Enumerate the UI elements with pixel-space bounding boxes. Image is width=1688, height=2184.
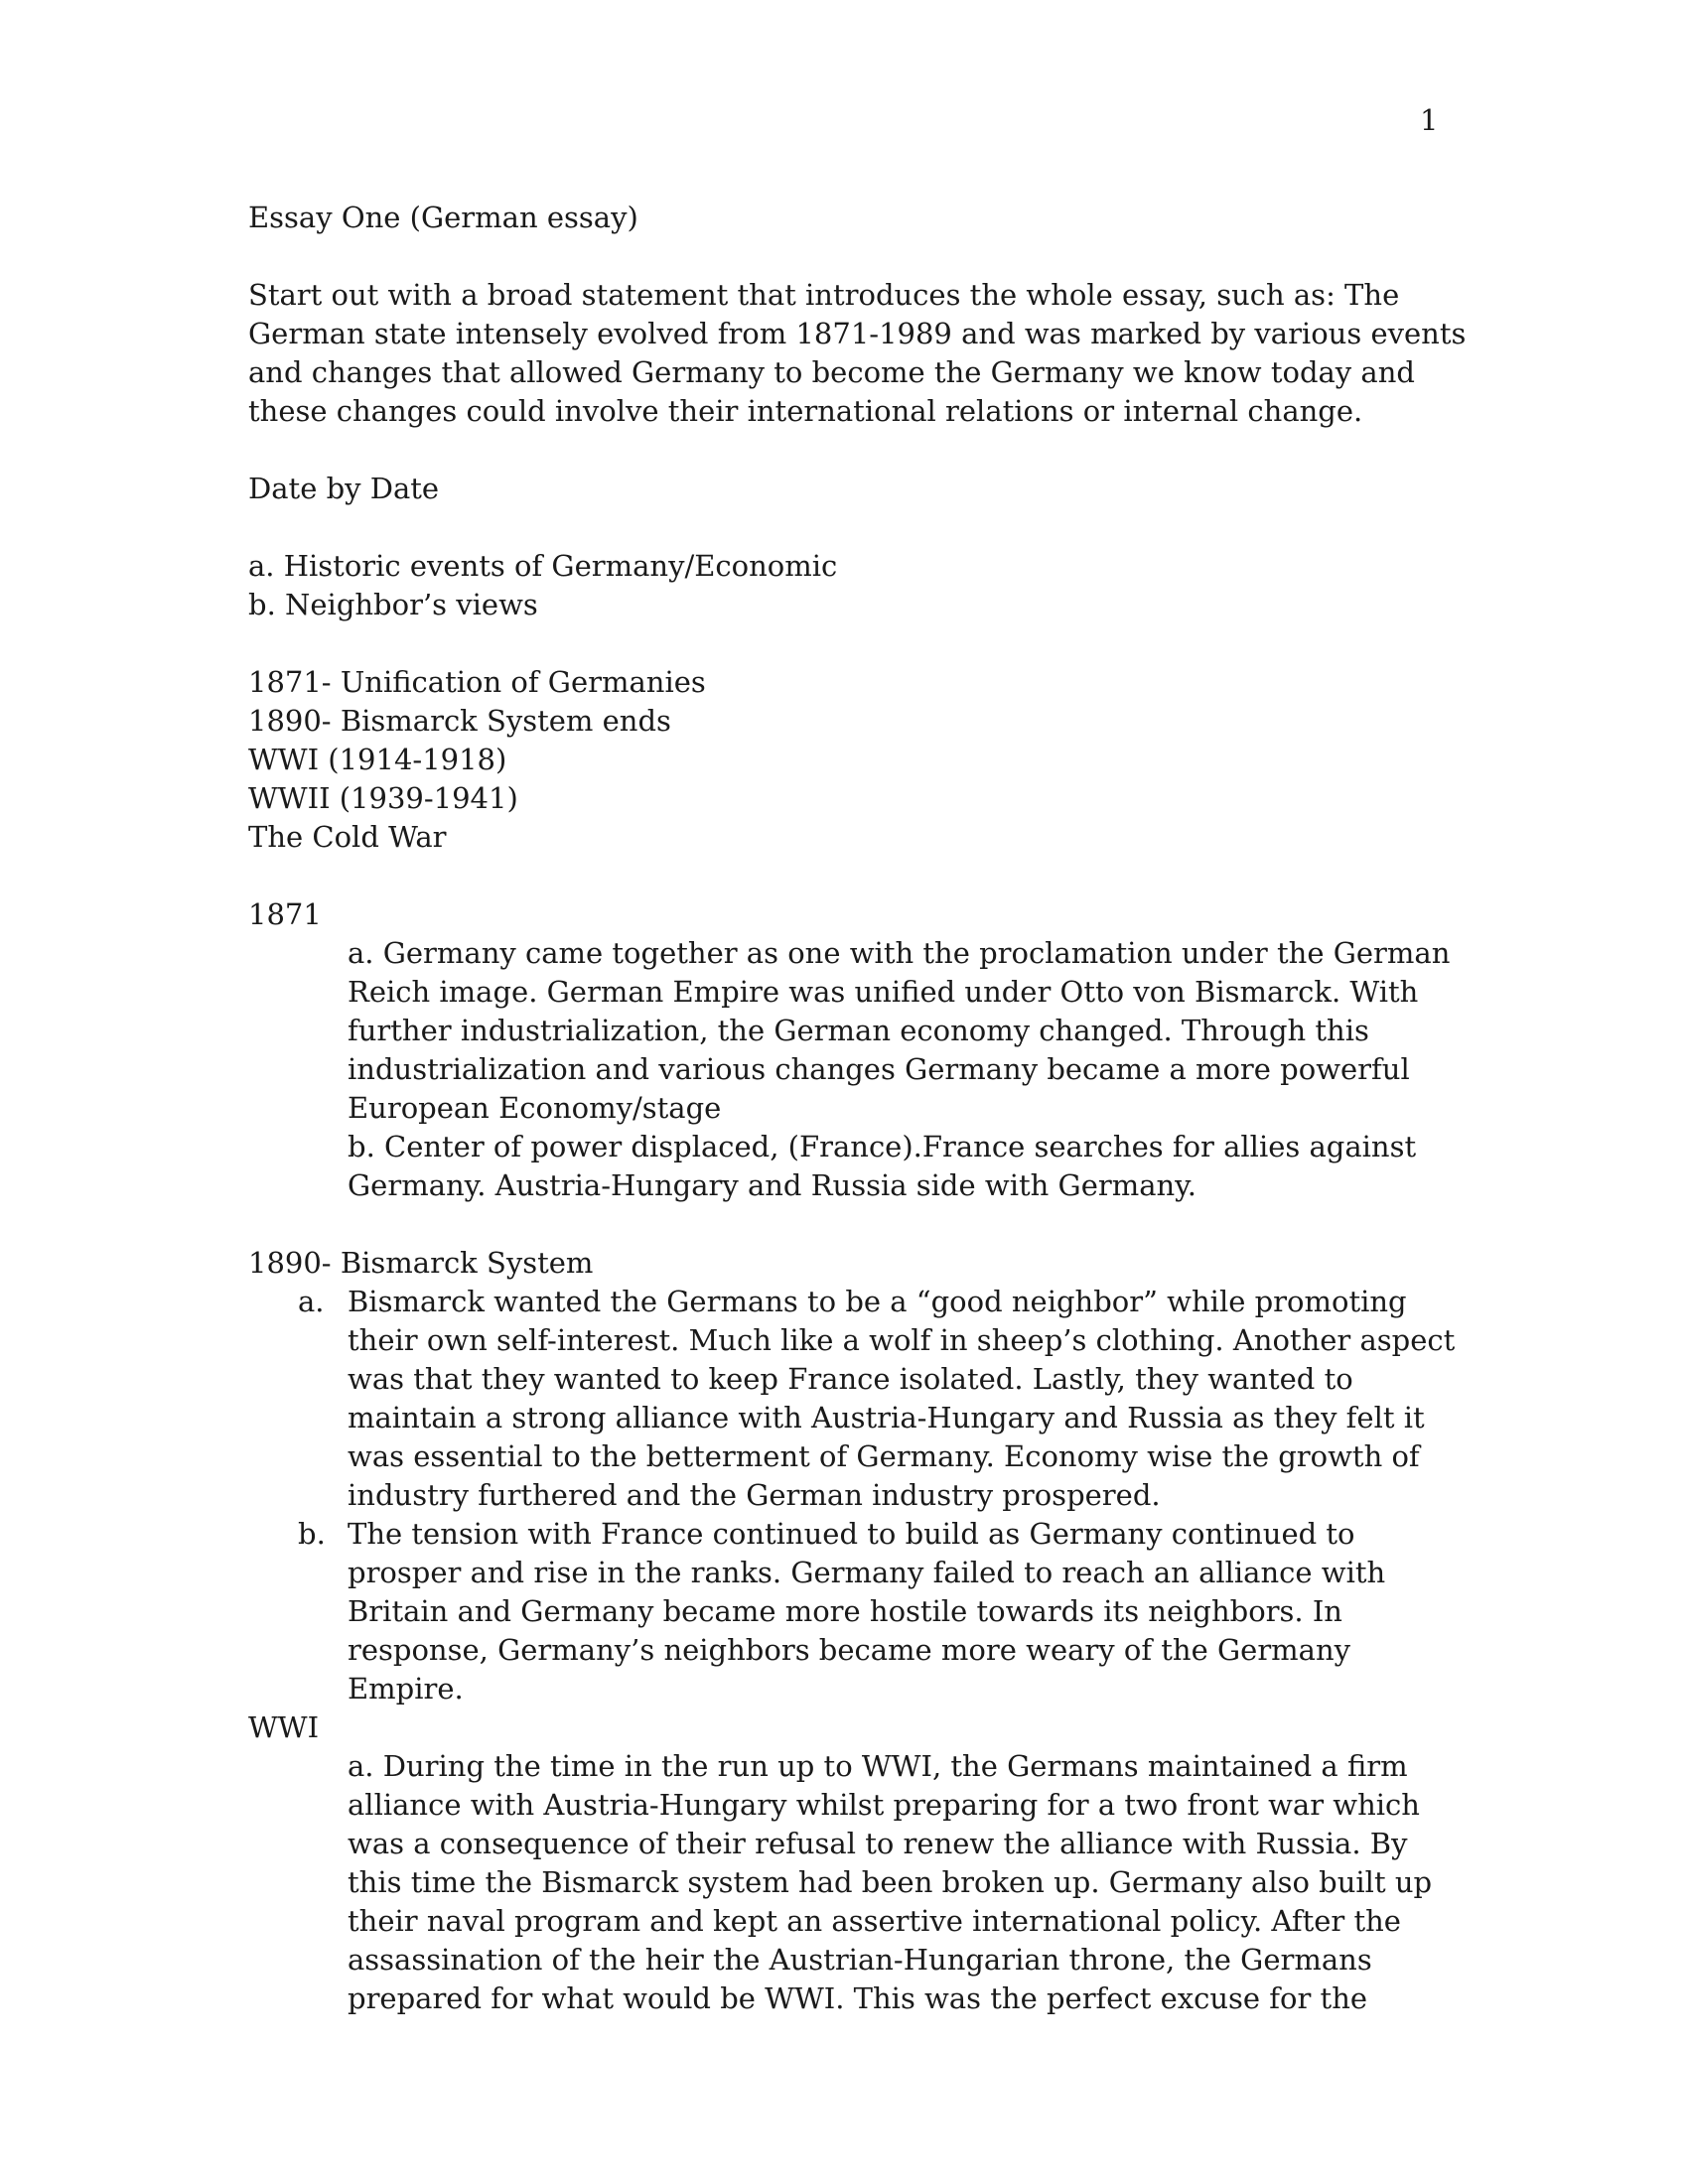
section-1871-point-a: a. Germany came together as one with the proclamation under the German Reich image. German Empire was unified under Otto von Bismarck. With further industrialization, the German economy changed. Through this industrialization and various changes Germany became a more powerful European Economy/stage	[348, 936, 1451, 1125]
essay-title: Essay One (German essay)	[248, 201, 638, 234]
section-1890-point-a	[248, 1283, 1470, 1515]
essay-body	[248, 199, 1470, 2018]
timeline-item: 1890- Bismarck System ends	[248, 704, 671, 738]
section-1871-point-b: b. Center of power displaced, (France).France searches for allies against Germany. Austria-Hungary and Russia side with Germany.	[348, 1130, 1417, 1202]
section-heading-wwi: WWI	[248, 1710, 320, 1744]
approach-item: b. Neighbor’s views	[248, 588, 538, 621]
list-item-text: Bismarck wanted the Germans to be a “good neighbor” while promoting their own self-interest. Much like a wolf in sheep’s clothing. Another aspect was that they wanted to keep France isolated. Lastly, they wanted to maintain a strong alliance with Austria-Hungary and Russia as they felt it was essential to the betterment of Germany. Economy wise the growth of industry furthered and the German industry prospered.	[348, 1285, 1456, 1512]
section-1890-point-b	[248, 1515, 1470, 1708]
list-item-text: The tension with France continued to build as Germany continued to prosper and rise in the ranks. Germany failed to reach an alliance with Britain and Germany became more hostile towards its neighbors. In response, Germany’s neighbors became more weary of the Germany Empire.	[348, 1517, 1386, 1706]
approach-heading: Date by Date	[248, 472, 440, 505]
timeline-item: The Cold War	[248, 820, 447, 854]
intro-paragraph: Start out with a broad statement that introduces the whole essay, such as: The German state intensely evolved from 1871-1989 and was marked by various events and changes that allowed Germany to become the Germany we know today and these changes could involve their international relations or internal change.	[248, 278, 1467, 428]
section-heading-1871: 1871	[248, 897, 322, 931]
section-wwi-point-a: a. During the time in the run up to WWI, the Germans maintained a firm alliance with Austria-Hungary whilst preparing for a two front war which was a consequence of their refusal to renew the alliance with Russia. By this time the Bismarck system had been broken up. Germany also built up their naval program and kept an assertive international policy. After the assassination of the heir the Austrian-Hungarian throne, the Germans prepared for what would be WWI. This was the perfect excuse for the	[348, 1749, 1433, 2015]
list-marker: a.	[298, 1285, 325, 1318]
section-heading-1890: 1890- Bismarck System	[248, 1246, 594, 1280]
list-marker: b.	[298, 1517, 326, 1551]
timeline-item: WWI (1914-1918)	[248, 743, 507, 776]
timeline-item: WWII (1939-1941)	[248, 781, 518, 815]
page-number: 1	[1420, 103, 1439, 137]
timeline-item: 1871- Unification of Germanies	[248, 665, 706, 699]
approach-item: a. Historic events of Germany/Economic	[248, 549, 838, 583]
